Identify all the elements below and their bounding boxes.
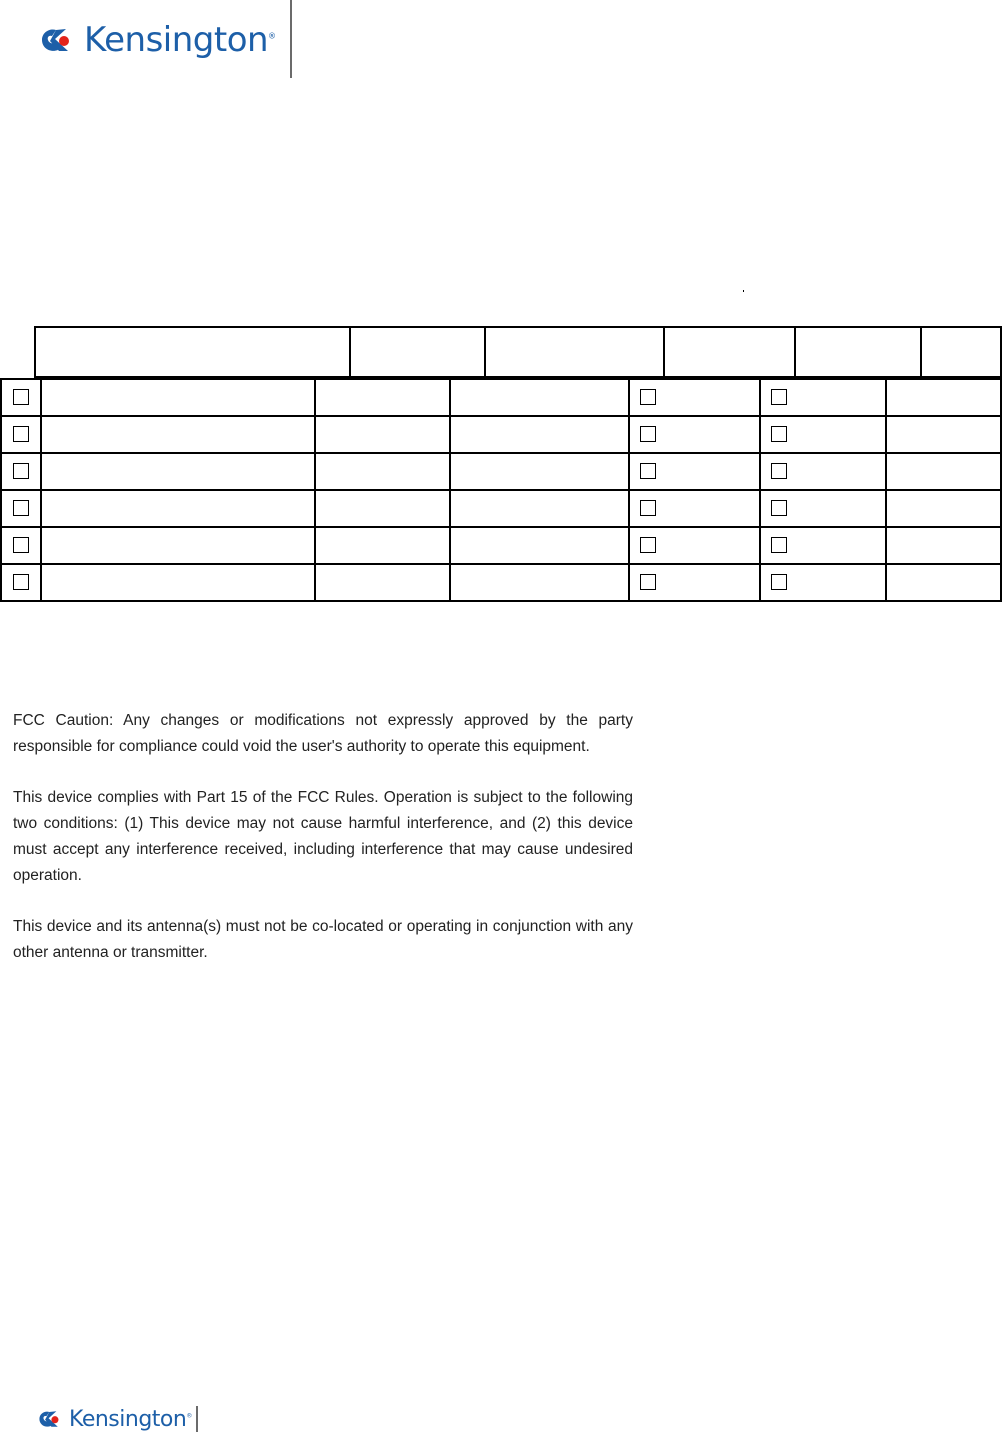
row-checkbox[interactable] — [13, 500, 29, 516]
table-cell — [450, 527, 629, 564]
kensington-logo — [40, 18, 276, 62]
option-a-cell — [629, 490, 760, 527]
row-checkbox[interactable] — [13, 389, 29, 405]
option-b-cell — [760, 527, 886, 564]
option-a-checkbox[interactable] — [640, 463, 656, 479]
table-cell — [41, 490, 315, 527]
kensington-wordmark: Kensington® — [84, 20, 276, 60]
footer-kensington-mark-icon — [38, 1409, 62, 1429]
fcc-antenna-paragraph: This device and its antenna(s) must not be co-located or operating in conjunction with any other antenna or transmitter. — [13, 918, 633, 961]
table-cell — [450, 564, 629, 601]
header-cell — [921, 327, 1001, 377]
product-table-body — [0, 378, 1002, 602]
row-checkbox[interactable] — [13, 537, 29, 553]
row-select-cell — [1, 564, 41, 601]
option-b-checkbox[interactable] — [771, 426, 787, 442]
table-cell — [886, 416, 1001, 453]
table-row — [1, 453, 1001, 490]
table-cell — [41, 379, 315, 416]
fcc-caution-paragraph: FCC Caution: Any changes or modifications not expressly approved by the party responsible for compliance could void the user's authority to operate this equipment. — [13, 712, 633, 755]
row-checkbox[interactable] — [13, 426, 29, 442]
row-checkbox[interactable] — [13, 574, 29, 590]
option-b-cell — [760, 379, 886, 416]
option-b-cell — [760, 416, 886, 453]
header-cell — [350, 327, 485, 377]
table-row — [1, 527, 1001, 564]
option-a-checkbox[interactable] — [640, 426, 656, 442]
header-divider — [290, 0, 292, 78]
fcc-notice — [13, 708, 633, 991]
option-b-checkbox[interactable] — [771, 389, 787, 405]
table-cell — [315, 490, 450, 527]
row-select-cell — [1, 490, 41, 527]
option-b-cell — [760, 453, 886, 490]
table-row — [1, 490, 1001, 527]
option-a-checkbox[interactable] — [640, 537, 656, 553]
table-cell — [886, 453, 1001, 490]
option-b-checkbox[interactable] — [771, 463, 787, 479]
table-cell — [315, 416, 450, 453]
option-a-cell — [629, 416, 760, 453]
option-a-checkbox[interactable] — [640, 574, 656, 590]
header-cell — [485, 327, 664, 377]
table-cell — [315, 564, 450, 601]
table-row — [1, 379, 1001, 416]
table-cell — [41, 416, 315, 453]
table-cell — [315, 527, 450, 564]
table-cell — [450, 416, 629, 453]
fcc-part15-paragraph: This device complies with Part 15 of the FCC Rules. Operation is subject to the following two conditions: (1) This device may not cause harmful interference, and (2) this device must accept any interference received, including interference that may cause undesired operation. — [13, 789, 633, 884]
footer-kensington-wordmark: Kensington® — [69, 1406, 192, 1432]
table-row — [1, 416, 1001, 453]
option-a-cell — [629, 453, 760, 490]
table-cell — [450, 490, 629, 527]
footer-divider — [196, 1406, 198, 1432]
table-cell — [886, 490, 1001, 527]
header-cell — [664, 327, 795, 377]
table-cell — [41, 527, 315, 564]
row-select-cell — [1, 379, 41, 416]
option-b-cell — [760, 564, 886, 601]
table-cell — [41, 564, 315, 601]
stray-mark — [743, 290, 744, 292]
option-a-checkbox[interactable] — [640, 500, 656, 516]
table-cell — [886, 564, 1001, 601]
header-cell — [35, 327, 350, 377]
header-row — [35, 327, 1001, 377]
option-a-cell — [629, 564, 760, 601]
option-a-cell — [629, 527, 760, 564]
option-b-checkbox[interactable] — [771, 500, 787, 516]
row-checkbox[interactable] — [13, 463, 29, 479]
table-cell — [450, 453, 629, 490]
table-cell — [886, 527, 1001, 564]
option-a-checkbox[interactable] — [640, 389, 656, 405]
row-select-cell — [1, 527, 41, 564]
option-a-cell — [629, 379, 760, 416]
table-cell — [315, 453, 450, 490]
table-row — [1, 564, 1001, 601]
kensington-mark-icon — [40, 26, 74, 54]
table-cell — [41, 453, 315, 490]
table-cell — [450, 379, 629, 416]
option-b-checkbox[interactable] — [771, 537, 787, 553]
footer-kensington-logo — [38, 1404, 192, 1434]
option-b-checkbox[interactable] — [771, 574, 787, 590]
table-cell — [886, 379, 1001, 416]
row-select-cell — [1, 453, 41, 490]
row-select-cell — [1, 416, 41, 453]
option-b-cell — [760, 490, 886, 527]
table-cell — [315, 379, 450, 416]
product-table-header — [34, 326, 1002, 378]
header-cell — [795, 327, 921, 377]
